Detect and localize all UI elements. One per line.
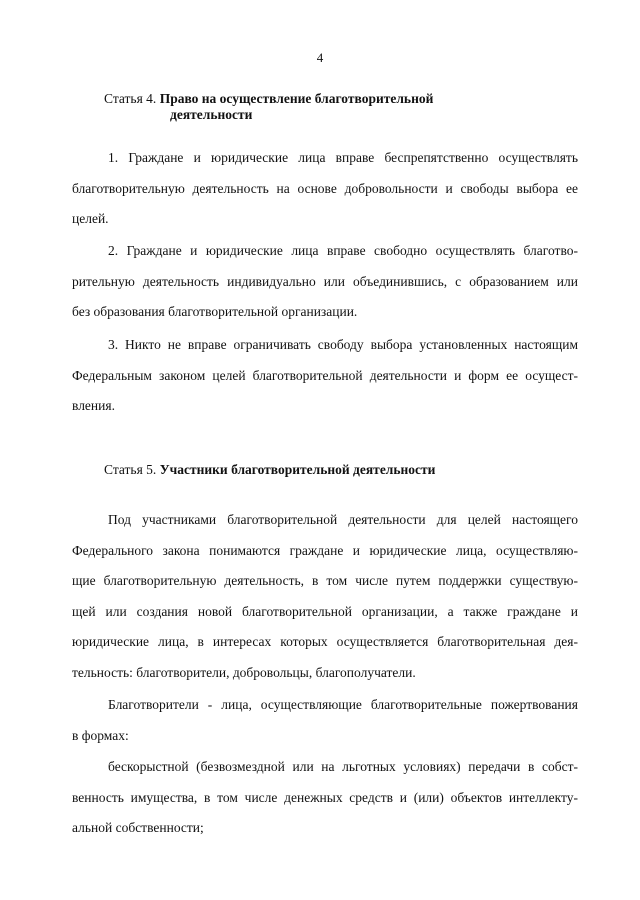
text-line: Федеральным законом целей благотворительной деятельности и форм ее осущест- (72, 367, 578, 383)
text-line: в формах: (72, 727, 129, 743)
text-line: благотворительную деятельность на основе добровольности и свободы выбора ее (72, 180, 578, 196)
article-5-label: Статья 5. (104, 462, 157, 477)
article-5-paragraph-3 (72, 752, 578, 844)
text-line: без образования благотворительной организации. (72, 304, 358, 319)
page-number: 4 (316, 50, 324, 65)
article-5-heading (104, 461, 435, 478)
text-line: щей или создания новой благотворительной организации, а также граждане и (72, 603, 578, 619)
article-4-title-cont: деятельности (170, 107, 253, 122)
text-line: тельность: благотворители, добровольцы, благополучатели. (72, 664, 416, 680)
article-4-title: Право на осуществление благотворительной (159, 91, 434, 106)
text-line: венность имущества, в том числе денежных средств и (или) объектов интеллекту- (72, 789, 578, 805)
article-5-title: Участники благотворительной деятельности (159, 462, 436, 477)
article-5-paragraph-1 (72, 505, 578, 688)
text-line: 2. Граждане и юридические лица вправе свободно осуществлять благотво- (108, 243, 578, 258)
text-line: 1. Граждане и юридические лица вправе беспрепятственно осуществлять (108, 150, 578, 165)
article-4-paragraph-2 (72, 236, 578, 328)
text-line: Под участниками благотворительной деятельности для целей настоящего (108, 512, 578, 527)
text-line: бескорыстной (безвозмездной или на льготных условиях) передачи в собст- (108, 759, 578, 774)
article-5-paragraph-2 (72, 690, 578, 751)
text-line: рительную деятельность индивидуально или объединившись, с образованием или (72, 273, 578, 289)
article-4-label: Статья 4. (104, 91, 157, 106)
text-line: целей. (72, 211, 109, 226)
article-4-paragraph-3 (72, 330, 578, 422)
text-line: альной собственности; (72, 820, 204, 835)
text-line: щие благотворительную деятельность, в том числе путем поддержки существую- (72, 573, 578, 588)
article-4-paragraph-1 (72, 143, 578, 235)
text-line: 3. Никто не вправе ограничивать свободу выбора установленных настоящим (108, 337, 578, 352)
text-line: Благотворители - лица, осуществляющие благотворительные пожертвования (108, 697, 578, 712)
text-line: Федерального закона понимаются граждане и юридические лица, осуществляю- (72, 542, 578, 558)
text-line: юридические лица, в интересах которых осуществляется благотворительная дея- (72, 634, 578, 649)
text-line: вления. (72, 398, 115, 413)
article-4-heading (104, 90, 433, 107)
